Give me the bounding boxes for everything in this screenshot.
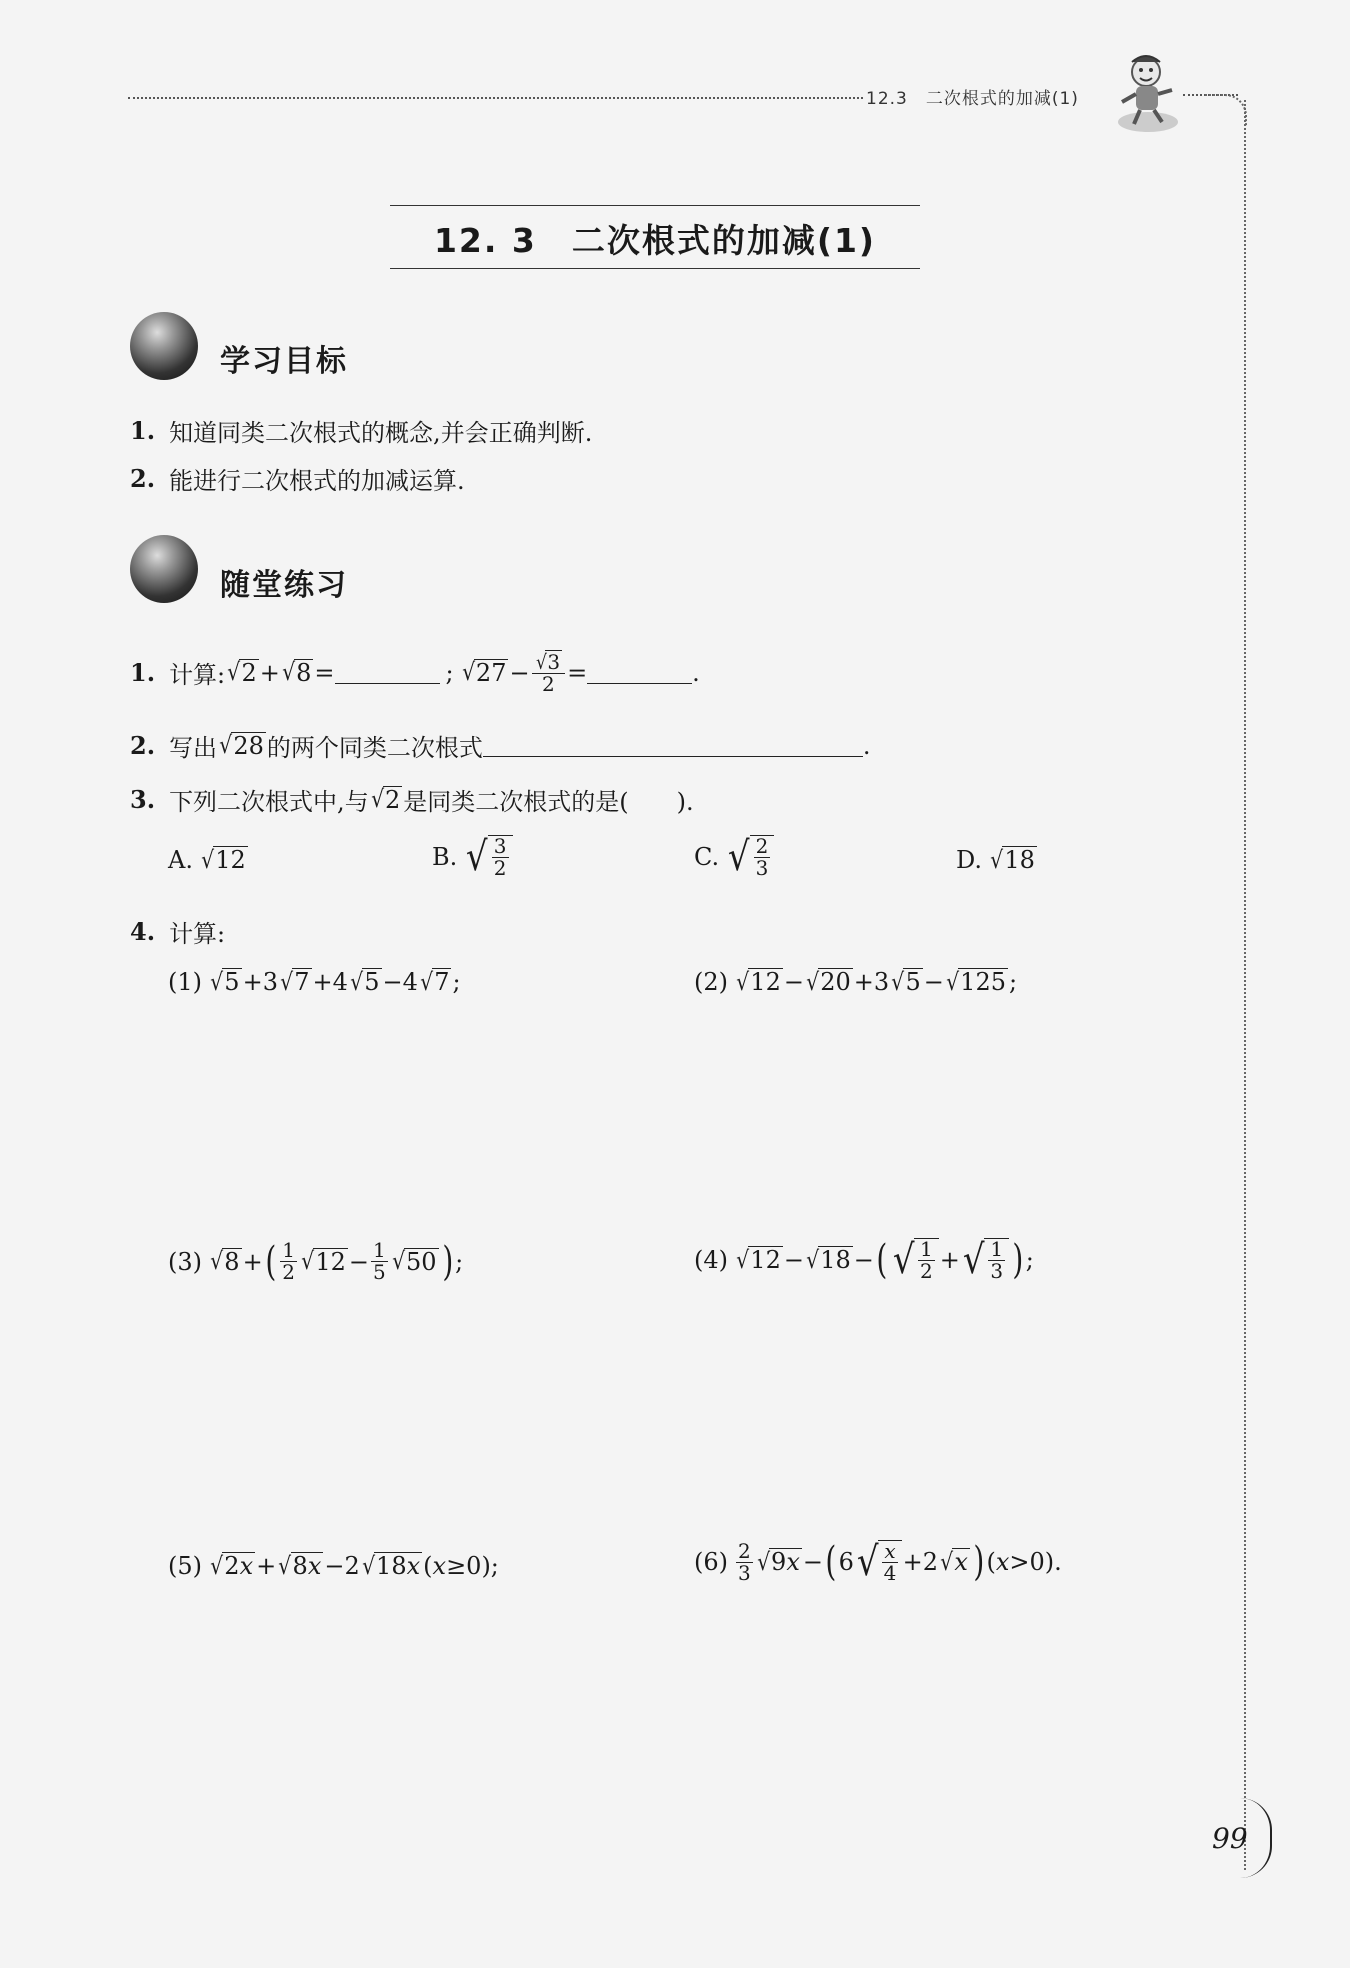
option-c[interactable]: C. √ $\frac{2}{3}$ [694, 835, 775, 879]
fraction: √ 3 2 [532, 650, 565, 695]
answer-blank[interactable] [587, 661, 692, 684]
question-number: 4. [130, 917, 156, 946]
problem-4: (4) √ 12 − √ 18 − ( √ $\frac{1}{2}$ + √ $\frac{1}{3}$ ) ; [694, 1237, 1034, 1283]
question-3 [130, 782, 694, 817]
goal-item [130, 461, 465, 496]
question-number: 2. [130, 731, 156, 760]
answer-blank[interactable] [335, 661, 440, 684]
page-title: 12. 3 二次根式的加减(1) [433, 221, 877, 260]
sqrt-expression: √ 8 [281, 658, 312, 687]
title-rule-top [390, 205, 920, 206]
option-b[interactable]: B. √ $\frac{3}{2}$ [432, 835, 514, 879]
section-title-practice: 随堂练习 [220, 568, 348, 603]
goal-number: 2. [130, 464, 156, 493]
answer-blank[interactable] [483, 734, 863, 757]
goal-text: 知道同类二次根式的概念,并会正确判断. [169, 419, 593, 447]
section-title-goals: 学习目标 [220, 344, 348, 379]
sqrt-expression: √ 28 [219, 731, 264, 760]
problem-1: (1) √ 5 +3 √ 7 +4 √ 5 −4 √ 7 ; [168, 967, 461, 997]
sqrt-expression: √ 2 [227, 658, 257, 687]
problem-2: (2) √ 12 − √ 20 +3 √ 5 − √ 125 ; [694, 967, 1018, 997]
problem-6: (6) $\frac{2}{3}$ √ 9 x − ( 6 √ $\frac{x}{4}$ +2 √ x ) ( x >0). [694, 1538, 1062, 1585]
mascot-icon [1110, 50, 1190, 140]
globe-icon [130, 312, 198, 380]
page-number: 99 [1212, 1822, 1248, 1855]
running-head-rule [128, 97, 863, 99]
question-text: 计算: [169, 661, 226, 689]
problem-5: (5) √ 2 x + √ 8 x −2 √ 18 x ( x ≥0); [168, 1551, 499, 1581]
option-d[interactable]: D. √ 18 [956, 845, 1035, 875]
question-4 [130, 914, 225, 949]
question-number: 1. [130, 658, 156, 687]
option-a[interactable]: A. √ 12 [168, 845, 246, 875]
question-text: 的两个同类二次根式 [266, 734, 483, 762]
question-text: 是同类二次根式的是( ). [403, 788, 694, 816]
question-text: 计算: [169, 920, 226, 948]
goal-number: 1. [130, 416, 156, 445]
question-number: 3. [130, 785, 156, 814]
goal-text: 能进行二次根式的加减运算. [169, 467, 465, 495]
page-edge-dotted-line [1244, 100, 1246, 1870]
question-text: 写出 [169, 734, 218, 762]
sqrt-expression: √ 27 [461, 658, 507, 687]
sqrt-expression: √ 2 [370, 785, 401, 814]
question-1: 1. 计算: √ 2 + √ 8 = ; √ 27 − √ 3 2 = . [130, 649, 700, 696]
running-head: 12.3 二次根式的加减(1) [866, 89, 1079, 109]
title-rule-bottom [390, 268, 920, 269]
problem-3: (3) √ 8 + ( $\frac{1}{2}$ √ 12 − $\frac{1}{5}$ √ 50 ) ; [168, 1238, 464, 1285]
question-2: 2. 写出 √ 28 的两个同类二次根式 . [130, 728, 871, 763]
page-corner-decoration [1205, 94, 1247, 126]
question-text: 下列二次根式中,与 [169, 788, 369, 816]
goal-item [130, 413, 592, 448]
globe-icon [130, 535, 198, 603]
